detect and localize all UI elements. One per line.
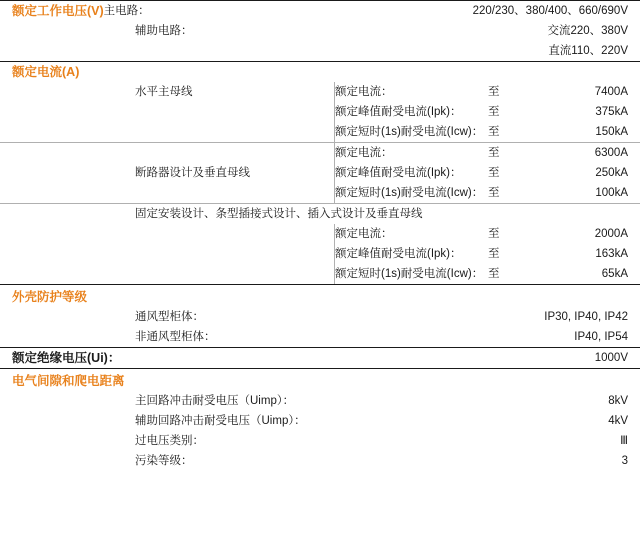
item-label: 额定短时(1s)耐受电流(Icw)： (335, 187, 484, 199)
item-value: 163kA (595, 248, 628, 260)
group-items (335, 143, 640, 203)
section-inline-value: 1000V (594, 352, 628, 364)
item-value: 7400A (594, 86, 628, 98)
row-label: 主回路冲击耐受电压（Uimp）： (135, 395, 295, 407)
row-label: 通风型柜体： (135, 311, 204, 323)
item-row (335, 224, 640, 244)
row-main-circuit-impulse (0, 391, 640, 411)
spacer (0, 21, 135, 41)
spacer (0, 41, 135, 61)
group-breaker-design-vertical-busbar (0, 143, 640, 203)
row-label: 污染等级： (135, 455, 193, 467)
group-title-spacer (0, 224, 335, 284)
section-title: 外壳防护等级 (12, 290, 88, 304)
item-qualifier: 至 (488, 248, 500, 260)
item-label: 额定峰值耐受电流(Ipk)： (335, 167, 462, 179)
row-label: 过电压类别： (135, 435, 204, 447)
spacer (0, 451, 135, 471)
group-items-wrapper (0, 224, 640, 284)
section-clearance-creepage (0, 368, 640, 471)
item-label: 额定峰值耐受电流(Ipk)： (335, 106, 462, 118)
group-title: 断路器设计及垂直母线 (135, 167, 250, 179)
row-value: 8kV (608, 395, 629, 407)
row-label: 辅助电路： (135, 25, 193, 37)
item-qualifier: 至 (488, 187, 500, 199)
item-row (335, 163, 640, 183)
item-row (335, 183, 640, 203)
item-label: 额定短时(1s)耐受电流(Icw)： (335, 126, 484, 138)
row-label: 主电路： (103, 5, 150, 17)
item-value: 6300A (594, 147, 628, 159)
group-fixed-plugin-design-vertical-busbar (0, 204, 640, 284)
section-title: 额定工作电压(V) (12, 4, 104, 18)
row-label: 非通风型柜体： (135, 331, 216, 343)
item-value: 100kA (595, 187, 628, 199)
item-row (335, 244, 640, 264)
row-ventilated-enclosure (0, 307, 640, 327)
spacer (0, 431, 135, 451)
row-value: 3 (621, 455, 628, 467)
item-qualifier: 至 (488, 86, 500, 98)
item-label: 额定电流： (335, 147, 393, 159)
item-value: 150kA (595, 126, 628, 138)
row-label (135, 41, 342, 61)
row-pollution-degree (0, 451, 640, 471)
item-label: 额定短时(1s)耐受电流(Icw)： (335, 268, 484, 280)
row-auxiliary-circuit (0, 21, 640, 41)
row-auxiliary-circuit-dc (0, 41, 640, 61)
spacer (0, 307, 135, 327)
row-non-ventilated-enclosure (0, 327, 640, 347)
row-value: 4kV (608, 415, 629, 427)
section-heading-row (0, 1, 640, 21)
row-value: 220/230、380/400、660/690V (472, 5, 628, 17)
section-rated-operating-voltage (0, 0, 640, 61)
item-label: 额定电流： (335, 86, 393, 98)
spacer (0, 411, 135, 431)
item-qualifier: 至 (488, 147, 500, 159)
item-row (335, 122, 640, 142)
group-items (335, 82, 640, 142)
section-title: 电气间隙和爬电距离 (12, 374, 125, 388)
item-value: 2000A (594, 228, 628, 240)
item-row (335, 264, 640, 284)
group-title-cell (0, 143, 335, 203)
item-value: 65kA (601, 268, 628, 280)
item-row (335, 102, 640, 122)
item-qualifier: 至 (488, 228, 500, 240)
section-rated-insulation-voltage (0, 347, 640, 368)
section-heading-row (0, 62, 640, 82)
row-value: IP40, IP54 (574, 331, 628, 343)
item-row (335, 82, 640, 102)
row-value: 直流110、220V (548, 45, 629, 57)
item-qualifier: 至 (488, 167, 500, 179)
section-heading-row (0, 348, 640, 368)
item-qualifier: 至 (488, 268, 500, 280)
item-value: 375kA (595, 106, 628, 118)
group-title: 固定安装设计、条型插接式设计、插入式设计及垂直母线 (135, 208, 423, 220)
item-label: 额定电流： (335, 228, 393, 240)
row-label: 辅助回路冲击耐受电压（Uimp）： (135, 415, 306, 427)
row-value: IP30, IP40, IP42 (544, 311, 629, 323)
group-title-cell (0, 82, 335, 142)
row-value: Ⅲ (620, 435, 628, 447)
section-rated-current (0, 61, 640, 284)
item-row (335, 143, 640, 163)
section-heading-row (0, 371, 640, 391)
section-title: 额定绝缘电压(Ui)： (12, 351, 121, 365)
section-title: 额定电流(A) (12, 65, 80, 79)
row-overvoltage-category (0, 431, 640, 451)
item-value: 250kA (595, 167, 628, 179)
spacer (0, 327, 135, 347)
section-enclosure-protection (0, 284, 640, 347)
item-qualifier: 至 (488, 126, 500, 138)
row-auxiliary-circuit-impulse (0, 411, 640, 431)
group-title: 水平主母线 (135, 86, 193, 98)
row-value: 交流220、380V (547, 25, 629, 37)
group-horizontal-main-busbar (0, 82, 640, 142)
section-heading-row (0, 287, 640, 307)
spacer (0, 391, 135, 411)
item-label: 额定峰值耐受电流(Ipk)： (335, 248, 462, 260)
group-items (335, 224, 640, 284)
item-qualifier: 至 (488, 106, 500, 118)
